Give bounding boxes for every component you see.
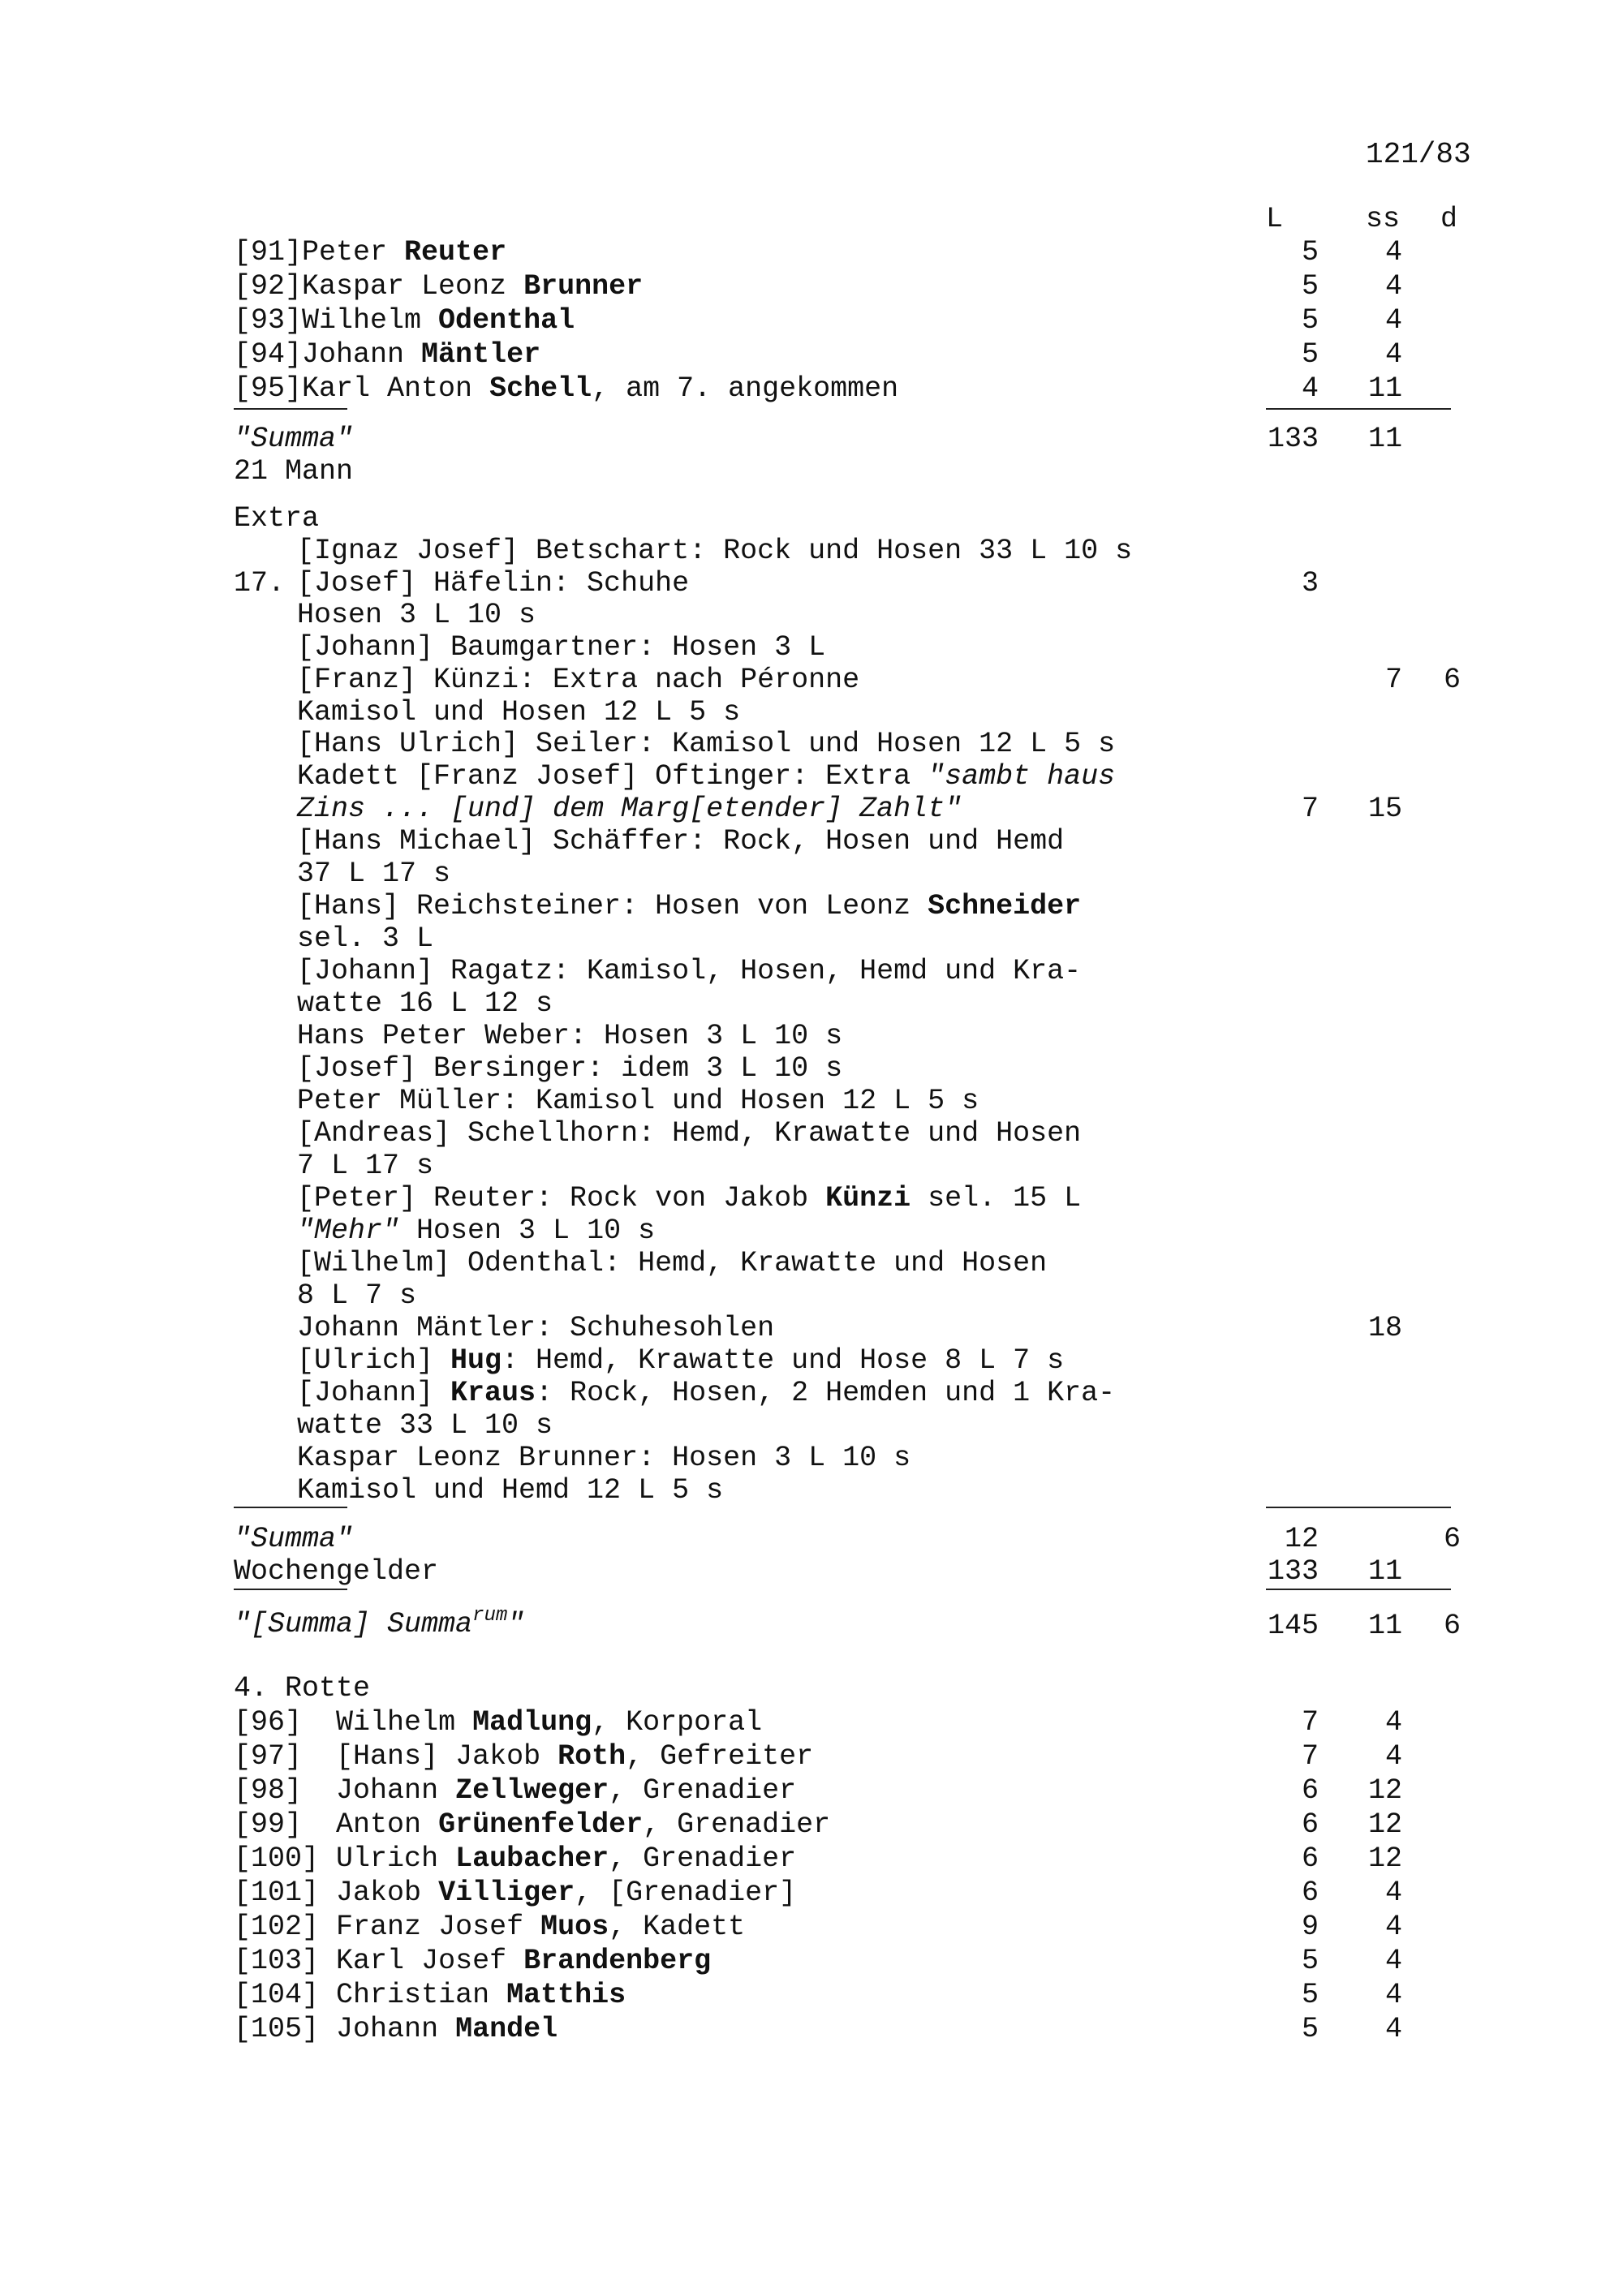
- entry-number: [103]: [234, 1945, 320, 1977]
- line-text: sel. 3 L: [297, 922, 434, 955]
- grand-total-label: [234, 1605, 525, 1640]
- entry-surname: Brandenberg: [523, 1945, 712, 1977]
- line-text: : Hemd, Krawatte und Hose 8 L 7 s: [502, 1344, 1065, 1377]
- extra-line: [297, 1279, 417, 1312]
- superscript: rum: [472, 1605, 508, 1627]
- entry-first-name: Karl Anton: [302, 372, 490, 405]
- extra-line: [297, 860, 450, 888]
- extra-line: [297, 1217, 655, 1245]
- entry-first-name: Johann: [336, 2013, 456, 2045]
- entry-surname: Madlung: [472, 1706, 592, 1739]
- entry-date: 17.: [234, 567, 286, 600]
- entry-first-name: Christian: [336, 1979, 507, 2011]
- weekly-wages-label: Wochengelder: [234, 1555, 439, 1588]
- line-text: Hans Peter Weber: Hosen 3 L 10 s: [297, 1020, 843, 1052]
- amount-pounds: 6: [1301, 1842, 1319, 1875]
- amount-shillings: 11: [1367, 1555, 1402, 1588]
- amount-shillings: 4: [1384, 304, 1402, 337]
- extra-line: [297, 1444, 911, 1473]
- extra-line: [297, 666, 859, 694]
- amount-pounds: 6: [1301, 1877, 1319, 1909]
- entry-surname: Laubacher: [455, 1842, 609, 1875]
- line-text: [Hans] Reichsteiner: Hosen von Leonz: [297, 890, 928, 922]
- amount-pence: 6: [1443, 1523, 1461, 1555]
- line-text: Kamisol und Hosen 12 L 5 s: [297, 696, 741, 729]
- roster-entry: [234, 1981, 626, 2010]
- line-text: Kadett [Franz Josef] Oftinger: Extra: [297, 760, 928, 793]
- amount-pounds: 133: [1267, 423, 1319, 455]
- amount-shillings: 4: [1384, 236, 1402, 269]
- extra-line: [297, 1152, 433, 1180]
- entry-number: [93]: [234, 304, 303, 337]
- roster-entry: [234, 236, 507, 269]
- line-text: Kamisol und Hemd 12 L 5 s: [297, 1474, 724, 1507]
- company-count: 21 Mann: [234, 455, 354, 488]
- entry-surname: Grünenfelder: [438, 1808, 644, 1841]
- extra-line: [297, 696, 741, 729]
- extra-line: [297, 601, 536, 630]
- extra-line: [297, 730, 1115, 759]
- line-text: [Hans Ulrich] Seiler: Kamisol und Hosen 12 L 5 s: [297, 728, 1116, 760]
- entry-remark: , Korporal: [592, 1706, 763, 1739]
- amount-shillings: 4: [1384, 1979, 1402, 2011]
- entry-number: [97]: [234, 1740, 320, 1773]
- extra-line: [297, 1182, 1082, 1215]
- entry-surname: Matthis: [506, 1979, 626, 2011]
- extra-line: [297, 1314, 774, 1343]
- line-text: [Ulrich]: [297, 1344, 451, 1377]
- entry-remark: , [Grenadier]: [575, 1877, 797, 1909]
- divider-rule: [234, 1507, 347, 1508]
- amount-pounds: 6: [1301, 1808, 1319, 1841]
- roster-entry: [234, 1706, 763, 1739]
- entry-first-name: Peter: [302, 236, 405, 269]
- entry-surname: Villiger: [438, 1877, 575, 1909]
- entry-number: [99]: [234, 1808, 320, 1841]
- extra-line: [297, 567, 690, 600]
- roster-entry: [234, 304, 575, 337]
- roster-entry: [234, 1913, 745, 1941]
- entry-first-name: [Hans] Jakob: [336, 1740, 558, 1773]
- line-text: [Josef] Bersinger: idem 3 L 10 s: [297, 1052, 843, 1085]
- grand-total-text: ": [507, 1608, 525, 1640]
- column-header-ss: ss: [1366, 203, 1401, 235]
- grand-total-text: "[Summa] Summa: [234, 1608, 473, 1640]
- amount-pounds: 5: [1301, 304, 1319, 337]
- amount-pounds: 5: [1301, 338, 1319, 371]
- roster-entry: [234, 338, 541, 371]
- divider-rule: [1266, 408, 1451, 410]
- amount-shillings: 4: [1384, 1740, 1402, 1773]
- roster-entry: [234, 2015, 558, 2044]
- entry-first-name: Johann: [302, 338, 422, 371]
- amount-pounds: 7: [1301, 1706, 1319, 1739]
- line-text: [Johann]: [297, 1377, 451, 1409]
- amount-pounds: 5: [1301, 1979, 1319, 2011]
- divider-rule: [234, 408, 347, 410]
- line-text: Hosen 3 L 10 s: [399, 1215, 656, 1247]
- entry-surname: Mandel: [455, 2013, 558, 2045]
- amount-shillings: 4: [1384, 1877, 1402, 1909]
- line-text: sel. 15 L: [911, 1182, 1082, 1215]
- amount-pounds: 4: [1301, 372, 1319, 405]
- line-text: Zins ... [und] dem Marg[etender] Zahlt": [297, 793, 962, 825]
- divider-rule: [1266, 1589, 1451, 1590]
- amount-shillings: 12: [1367, 1774, 1402, 1807]
- roster-entry: [234, 1947, 711, 1976]
- extra-line: [297, 1052, 843, 1085]
- line-text: [Peter] Reuter: Rock von Jakob: [297, 1182, 826, 1215]
- extra-line: [297, 1409, 553, 1442]
- entry-number: [92]: [234, 270, 303, 303]
- summa-label: "Summa": [234, 1523, 354, 1555]
- amount-shillings: 4: [1384, 338, 1402, 371]
- entry-surname: Odenthal: [438, 304, 575, 337]
- divider-rule: [234, 1589, 347, 1590]
- entry-surname: Mäntler: [421, 338, 541, 371]
- amount-pence: 6: [1443, 664, 1461, 696]
- entry-number: [102]: [234, 1911, 320, 1943]
- extra-line: [297, 1117, 1082, 1150]
- line-text: [Wilhelm] Odenthal: Hemd, Krawatte und Hosen: [297, 1247, 1048, 1279]
- line-text: [Andreas] Schellhorn: Hemd, Krawatte und Hosen: [297, 1117, 1082, 1150]
- summa-label: "Summa": [234, 423, 354, 455]
- extra-line: [297, 1474, 724, 1507]
- surname: Hug: [450, 1344, 502, 1377]
- line-text: [Franz] Künzi: Extra nach Péronne: [297, 664, 860, 696]
- entry-surname: Reuter: [404, 236, 507, 269]
- line-text: "sambt haus: [928, 760, 1116, 793]
- extra-line: [297, 892, 1081, 921]
- line-text: [Johann] Baumgartner: Hosen 3 L: [297, 631, 826, 664]
- amount-shillings: 4: [1384, 1945, 1402, 1977]
- amount-pounds: 145: [1267, 1610, 1319, 1642]
- amount-shillings: 4: [1384, 2013, 1402, 2045]
- amount-shillings: 4: [1384, 1911, 1402, 1943]
- line-text: [Josef] Häfelin: Schuhe: [297, 567, 690, 600]
- entry-remark: , Grenadier: [609, 1842, 797, 1875]
- divider-rule: [1266, 1507, 1451, 1508]
- entry-surname: Roth: [558, 1740, 626, 1773]
- section-title: 4. Rotte: [234, 1672, 371, 1705]
- entry-first-name: Anton: [336, 1808, 439, 1841]
- line-text: Johann Mäntler: Schuhesohlen: [297, 1312, 775, 1344]
- roster-entry: [234, 1842, 797, 1875]
- extra-line: [297, 957, 1081, 986]
- roster-entry: [234, 1740, 814, 1773]
- entry-first-name: Ulrich: [336, 1842, 456, 1875]
- amount-pounds: 7: [1301, 1740, 1319, 1773]
- entry-first-name: Jakob: [336, 1877, 439, 1909]
- line-text: 8 L 7 s: [297, 1279, 417, 1312]
- entry-surname: Schell: [489, 372, 592, 405]
- amount-shillings: 7: [1384, 664, 1402, 696]
- extra-line: [297, 1249, 1047, 1278]
- entry-remark: , Kadett: [609, 1911, 746, 1943]
- amount-pounds: 7: [1301, 793, 1319, 825]
- roster-entry: [234, 372, 899, 405]
- entry-number: [105]: [234, 2013, 320, 2045]
- roster-entry: [234, 1774, 797, 1807]
- entry-first-name: Franz Josef: [336, 1911, 541, 1943]
- entry-first-name: Karl Josef: [336, 1945, 524, 1977]
- entry-number: [100]: [234, 1842, 320, 1875]
- surname: Künzi: [825, 1182, 911, 1215]
- amount-shillings: 4: [1384, 1706, 1402, 1739]
- entry-remark: , am 7. angekommen: [592, 372, 899, 405]
- amount-pounds: 133: [1267, 1555, 1319, 1588]
- amount-pounds: 9: [1301, 1911, 1319, 1943]
- amount-pounds: 5: [1301, 2013, 1319, 2045]
- amount-pounds: 5: [1301, 1945, 1319, 1977]
- roster-entry: [234, 1808, 831, 1841]
- extra-line: [297, 922, 434, 955]
- amount-pence: 6: [1443, 1610, 1461, 1642]
- amount-pounds: 5: [1301, 270, 1319, 303]
- column-header-d: d: [1440, 203, 1458, 235]
- entry-surname: Zellweger: [455, 1774, 609, 1807]
- entry-number: [101]: [234, 1877, 320, 1909]
- line-text: Hosen 3 L 10 s: [297, 599, 536, 631]
- amount-pounds: 6: [1301, 1774, 1319, 1807]
- entry-number: [94]: [234, 338, 303, 371]
- amount-shillings: 18: [1367, 1312, 1402, 1344]
- surname: Kraus: [450, 1377, 536, 1409]
- entry-first-name: Kaspar Leonz: [302, 270, 524, 303]
- entry-first-name: Wilhelm: [336, 1706, 473, 1739]
- extra-line: [297, 987, 553, 1020]
- line-text: 37 L 17 s: [297, 858, 451, 890]
- entry-remark: , Grenadier: [609, 1774, 797, 1807]
- extra-line: [297, 1022, 842, 1051]
- entry-number: [96]: [234, 1706, 320, 1739]
- extra-line: [297, 537, 1132, 565]
- entry-first-name: Johann: [336, 1774, 456, 1807]
- entry-number: [98]: [234, 1774, 320, 1807]
- extra-line: [297, 760, 1116, 793]
- page-number: 121/83: [1366, 138, 1471, 171]
- amount-pounds: 12: [1284, 1523, 1319, 1555]
- roster-entry: [234, 270, 644, 303]
- line-text: [Johann] Ragatz: Kamisol, Hosen, Hemd und Kra-: [297, 955, 1082, 987]
- line-text: Peter Müller: Kamisol und Hosen 12 L 5 s: [297, 1085, 979, 1117]
- column-header-l: L: [1266, 203, 1284, 235]
- amount-shillings: 11: [1367, 423, 1402, 455]
- entry-number: [104]: [234, 1979, 320, 2011]
- extra-line: [297, 1379, 1115, 1408]
- extra-line: [297, 631, 826, 664]
- entry-first-name: Wilhelm: [302, 304, 439, 337]
- amount-shillings: 4: [1384, 270, 1402, 303]
- line-text: 7 L 17 s: [297, 1150, 434, 1182]
- entry-number: [91]: [234, 236, 303, 269]
- amount-pounds: 3: [1301, 567, 1319, 600]
- amount-shillings: 11: [1367, 372, 1402, 405]
- entry-remark: , Gefreiter: [626, 1740, 814, 1773]
- extra-line: [297, 795, 962, 823]
- entry-surname: Brunner: [523, 270, 644, 303]
- line-text: : Rock, Hosen, 2 Hemden und 1 Kra-: [536, 1377, 1116, 1409]
- line-text: Kaspar Leonz Brunner: Hosen 3 L 10 s: [297, 1442, 911, 1474]
- entry-number: [95]: [234, 372, 303, 405]
- extra-line: [297, 1344, 1065, 1377]
- line-text: watte 33 L 10 s: [297, 1409, 553, 1442]
- extra-line: [297, 1087, 979, 1116]
- entry-remark: , Grenadier: [643, 1808, 831, 1841]
- line-text: [Ignaz Josef] Betschart: Rock und Hosen 33 L 10 s: [297, 535, 1133, 567]
- amount-shillings: 12: [1367, 1808, 1402, 1841]
- extra-line: [297, 825, 1065, 858]
- amount-shillings: 12: [1367, 1842, 1402, 1875]
- line-text: [Hans Michael] Schäffer: Rock, Hosen und Hemd: [297, 825, 1065, 858]
- amount-pounds: 5: [1301, 236, 1319, 269]
- line-text: watte 16 L 12 s: [297, 987, 553, 1020]
- entry-surname: Muos: [540, 1911, 609, 1943]
- section-title: Extra: [234, 502, 320, 535]
- line-text: "Mehr": [297, 1215, 400, 1247]
- surname: Schneider: [928, 890, 1082, 922]
- amount-shillings: 11: [1367, 1610, 1402, 1642]
- roster-entry: [234, 1879, 796, 1907]
- amount-shillings: 15: [1367, 793, 1402, 825]
